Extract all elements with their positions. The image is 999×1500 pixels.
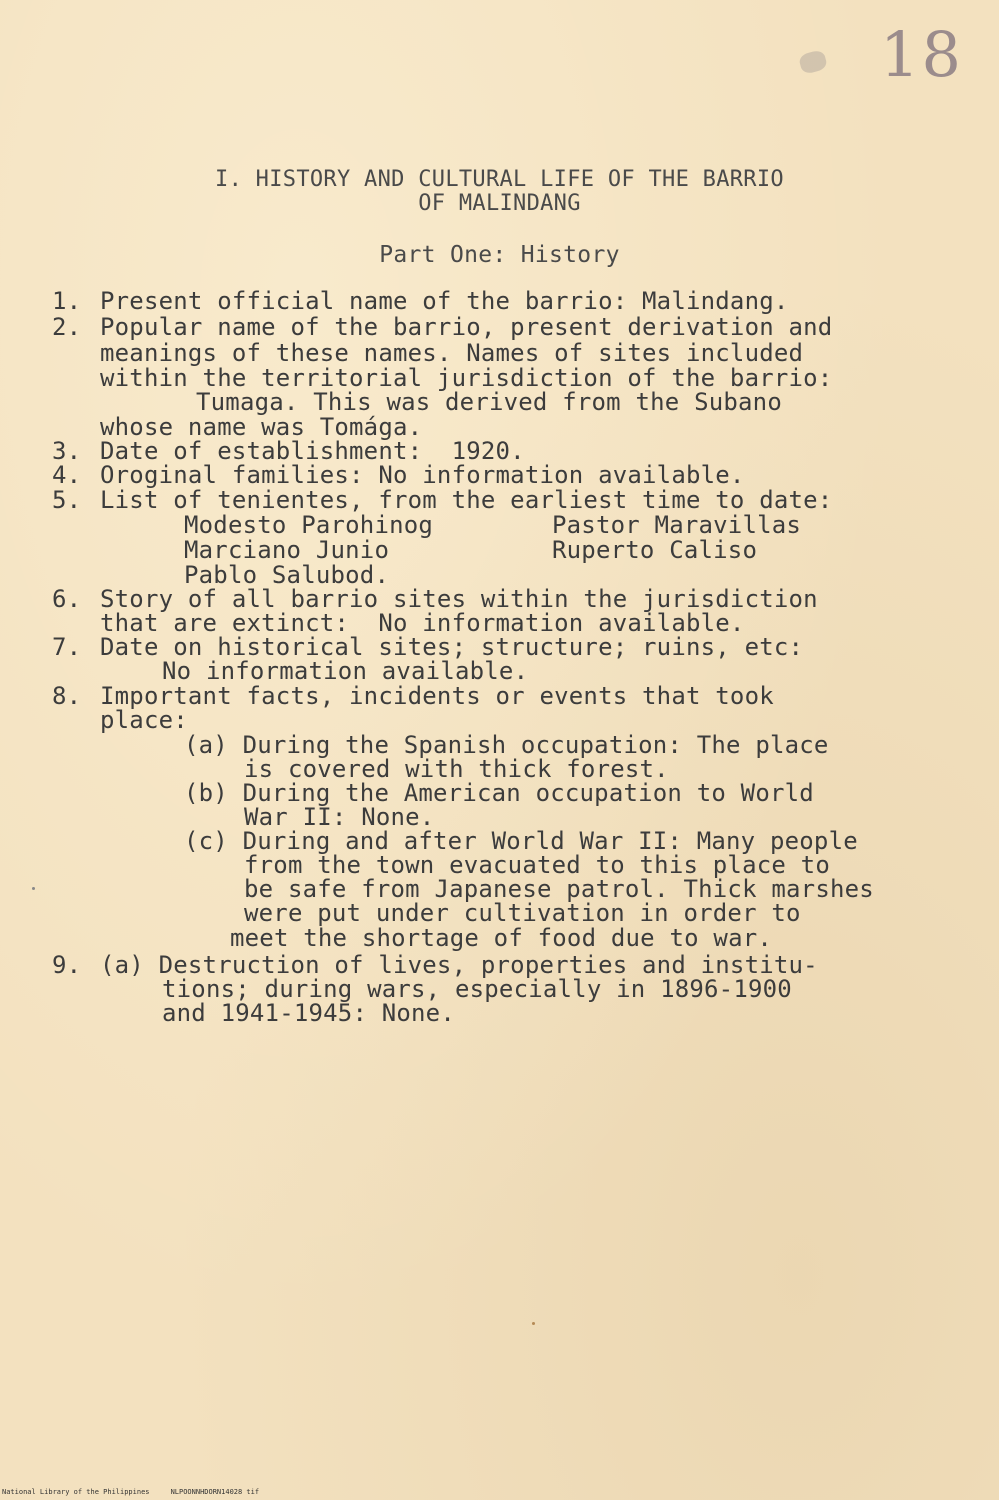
part-heading: Part One: History: [379, 242, 620, 268]
list-item-2-line-4: Tumaga. This was derived from the Subano: [196, 388, 782, 416]
list-item-2: [52, 314, 832, 340]
sub-item-b-line-2: War II: None.: [244, 803, 435, 831]
sub-item-c-line-2: from the town evacuated to this place to: [244, 851, 830, 879]
list-item-5: [52, 487, 832, 513]
item-number: 4.: [52, 461, 82, 489]
sub-item-a-line-2: is covered with thick forest.: [244, 755, 669, 783]
item-text: List of tenientes, from the earliest time to date:: [100, 486, 833, 514]
item-text: Oroginal families: No information available.: [100, 461, 745, 489]
item-number: 7.: [52, 633, 82, 661]
list-item-2-line-5: whose name was Tomága.: [100, 413, 423, 441]
sub-item-c-line-3: be safe from Japanese patrol. Thick marshes: [244, 875, 874, 903]
teniente-name: Pablo Salubod.: [184, 561, 390, 589]
list-item-2-line-3: within the territorial jurisdiction of the barrio:: [100, 364, 833, 392]
teniente-name: Ruperto Caliso: [552, 536, 758, 564]
sub-item-a: (a) During the Spanish occupation: The place: [184, 731, 829, 759]
item-text: Popular name of the barrio, present derivation and: [100, 313, 833, 341]
list-item-9-line-3: and 1941-1945: None.: [162, 999, 455, 1027]
list-item-6-line-2: that are extinct: No information available.: [100, 609, 745, 637]
list-item-2-line-2: meanings of these names. Names of sites included: [100, 339, 804, 367]
sub-item-c: (c) During and after World War II: Many people: [184, 827, 858, 855]
teniente-name: Modesto Parohinog: [184, 511, 434, 539]
list-item-8-line-2: place:: [100, 706, 188, 734]
list-item-1: [52, 288, 789, 314]
list-item-7-line-2: No information available.: [162, 657, 529, 685]
item-number: 6.: [52, 585, 82, 613]
item-text: Present official name of the barrio: Malindang.: [100, 287, 789, 315]
list-item-9-line-2: tions; during wars, especially in 1896-1900: [162, 975, 792, 1003]
item-number: 3.: [52, 437, 82, 465]
item-number: 8.: [52, 682, 82, 710]
list-item-4: [52, 462, 745, 488]
item-text: Story of all barrio sites within the jurisdiction: [100, 585, 818, 613]
item-number: 2.: [52, 313, 82, 341]
item-text: Important facts, incidents or events that took: [100, 682, 774, 710]
item-number: 1.: [52, 287, 82, 315]
document-title-line-1: I. HISTORY AND CULTURAL LIFE OF THE BARRIO: [215, 167, 784, 192]
paper-speck: [32, 887, 35, 890]
paper-speck: [532, 1322, 535, 1325]
sub-item-b: (b) During the American occupation to World: [184, 779, 814, 807]
page-number-stamp: 18: [880, 18, 963, 91]
item-number: 9.: [52, 951, 82, 979]
scan-footer-caption: National Library of the Philippines NLPOONNHDORN14028 tif: [2, 1488, 260, 1496]
item-text: (a) Destruction of lives, properties and institu-: [100, 951, 818, 979]
teniente-name: Marciano Junio: [184, 536, 390, 564]
item-number: 5.: [52, 486, 82, 514]
document-title-line-2: OF MALINDANG: [418, 191, 581, 216]
sub-item-c-line-4: were put under cultivation in order to: [244, 899, 801, 927]
item-text: Date of establishment: 1920.: [100, 437, 525, 465]
teniente-name: Pastor Maravillas: [552, 511, 802, 539]
item-text: Date on historical sites; structure; ruins, etc:: [100, 633, 804, 661]
sub-item-c-line-5: meet the shortage of food due to war.: [230, 924, 773, 952]
